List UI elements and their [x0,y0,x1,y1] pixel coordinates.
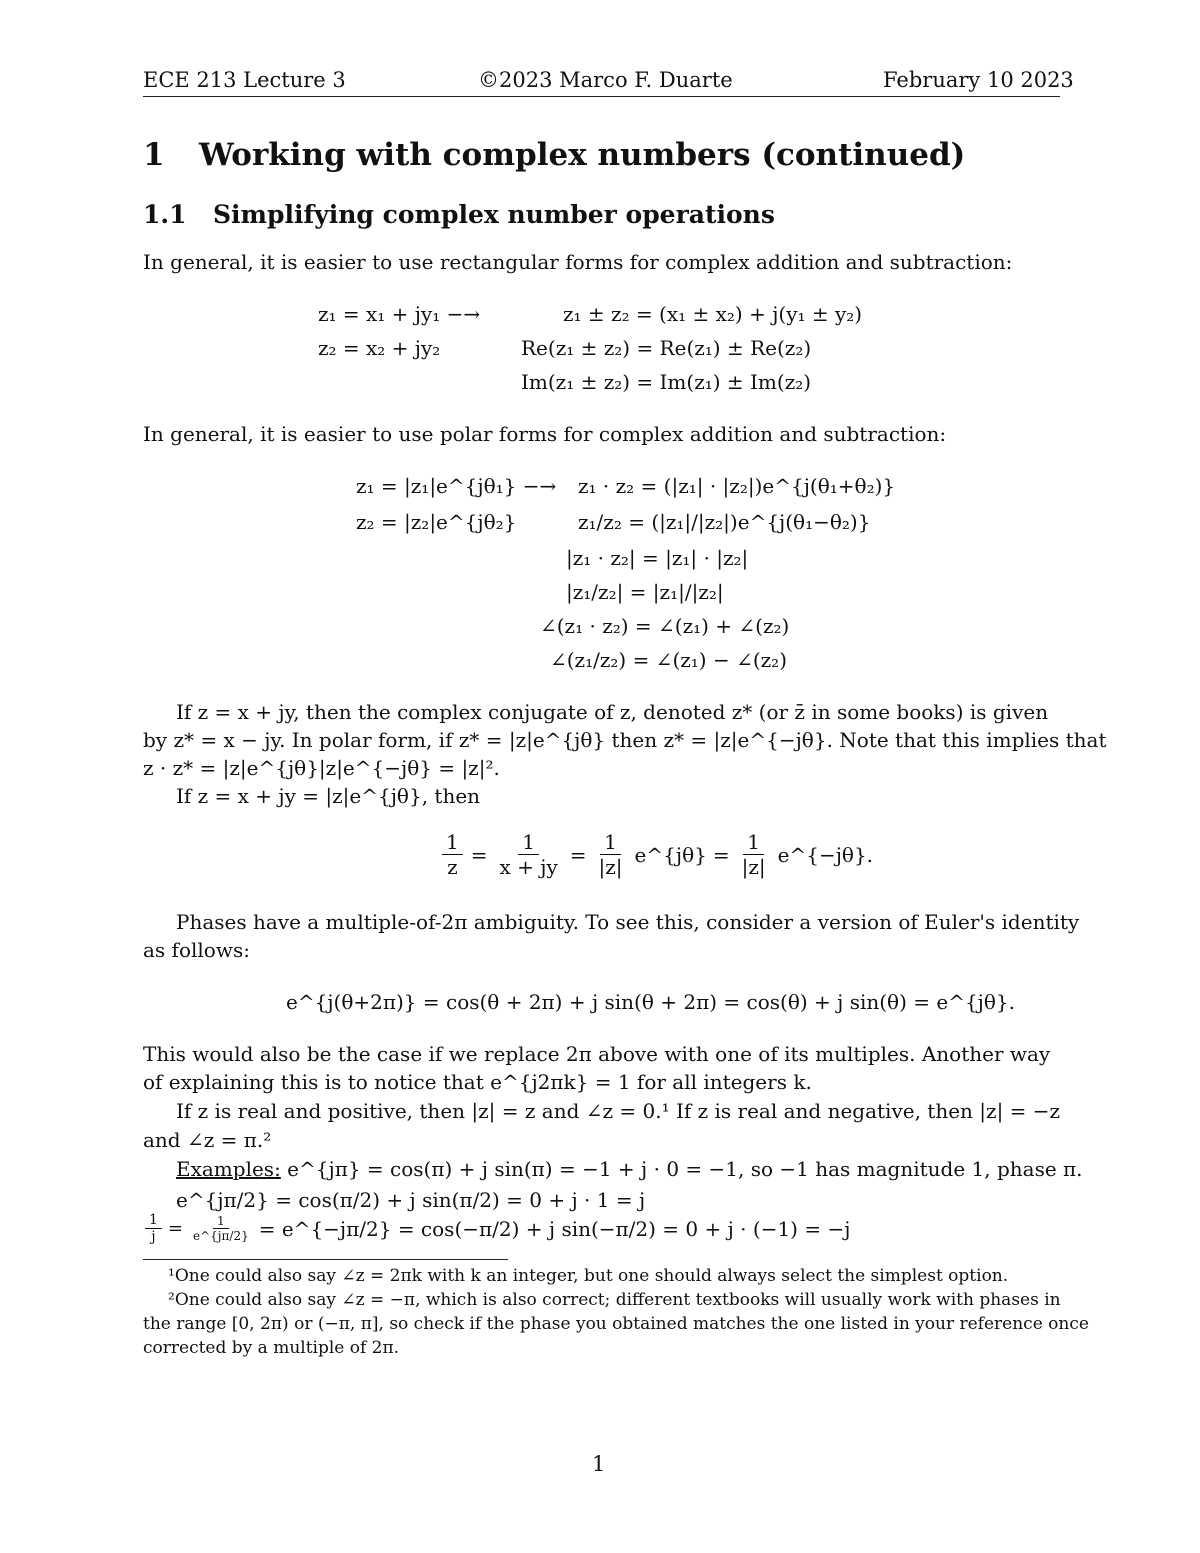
rect-eq-right-2: Re(z₁ ± z₂) = Re(z₁) ± Re(z₂) [521,336,812,360]
numerator: 1 [145,1212,162,1229]
footnote-2-line-3: corrected by a multiple of 2π. [143,1338,400,1358]
examples-line-1 [176,1155,1083,1183]
frac-1-over-absz-2 [738,830,770,879]
subsection-number: 1.1 [143,200,187,229]
mult-line-1: This would also be the case if we replace 2π above with one of its multiples. Another way [143,1042,1051,1066]
section-heading [143,137,965,173]
conj-line-2: by z* = x − jy. In polar form, if z* = |z|e^{jθ} then z* = |z|e^{−jθ}. Note that this implies that [143,728,1107,752]
denominator: j [151,1229,156,1245]
equals: = [167,1217,184,1239]
recip-intro: If z = x + jy = |z|e^{jθ}, then [176,784,481,808]
exp-neg-term: e^{−jθ}. [777,842,874,867]
polar-eq-left-1: z₁ = |z₁|e^{jθ₁} −→ [356,474,557,498]
numerator: 1 [442,830,463,855]
rect-eq-right-1: z₁ ± z₂ = (x₁ ± x₂) + j(y₁ ± y₂) [563,302,863,326]
rect-eq-right-3: Im(z₁ ± z₂) = Im(z₁) ± Im(z₂) [521,370,812,394]
frac-1-over-j [145,1212,162,1245]
polar-eq-right-4: |z₁/z₂| = |z₁|/|z₂| [566,580,724,604]
header-course: ECE 213 Lecture 3 [143,68,346,92]
denominator: e^{jπ/2} [193,1229,249,1243]
polar-eq-right-5: ∠(z₁ · z₂) = ∠(z₁) + ∠(z₂) [540,614,790,638]
header-date: February 10 2023 [883,68,1074,92]
mult-line-2: of explaining this is to notice that e^{j2πk} = 1 for all integers k. [143,1070,812,1094]
polar-eq-right-6: ∠(z₁/z₂) = ∠(z₁) − ∠(z₂) [550,648,787,672]
footnote-2-line-2: the range [0, 2π) or (−π, π], so check if the phase you obtained matches the one listed in your reference once [143,1314,1089,1334]
polar-intro: In general, it is easier to use polar forms for complex addition and subtraction: [143,422,947,446]
equals: = [470,842,488,867]
numerator: 1 [213,1214,229,1229]
conj-line-1: If z = x + jy, then the complex conjugate of z, denoted z* (or z̄ in some books) is given [176,700,1049,724]
euler-equation: e^{j(θ+2π)} = cos(θ + 2π) + j sin(θ + 2π) = cos(θ) + j sin(θ) = e^{jθ}. [286,990,1016,1014]
denominator: x + jy [499,855,558,879]
subsection-heading [143,200,775,229]
page-number: 1 [592,1452,606,1476]
example-1: e^{jπ} = cos(π) + j sin(π) = −1 + j · 0 = −1, so −1 has magnitude 1, phase π. [287,1157,1083,1181]
exp-term: e^{jθ} [634,842,707,867]
rect-eq-left-1: z₁ = x₁ + jy₁ −→ [318,302,481,326]
example-3 [143,1212,850,1245]
denominator: |z| [598,855,623,879]
subsection-title: Simplifying complex number operations [213,200,775,229]
polar-eq-left-2: z₂ = |z₂|e^{jθ₂} [356,510,517,534]
phase-line-2: as follows: [143,938,250,962]
frac-1-over-z [442,830,463,879]
polar-eq-right-1: z₁ · z₂ = (|z₁| · |z₂|)e^{j(θ₁+θ₂)} [578,474,896,498]
numerator: 1 [518,830,539,855]
equals: = [712,842,730,867]
header-rule [143,96,1060,97]
denominator: z [447,855,458,879]
header-copyright: ©2023 Marco F. Duarte [478,68,733,92]
numerator: 1 [600,830,621,855]
footnote-rule [143,1259,508,1260]
section-number: 1 [143,137,165,173]
frac-1-over-ejpi2 [189,1214,253,1243]
footnote-1: ¹One could also say ∠z = 2πk with k an integer, but one should always select the simplest option. [168,1266,1009,1286]
real-line-1: If z is real and positive, then |z| = z and ∠z = 0.¹ If z is real and negative, then |z| = −z [176,1099,1061,1123]
polar-eq-right-2: z₁/z₂ = (|z₁|/|z₂|)e^{j(θ₁−θ₂)} [578,510,871,534]
footnote-2-line-1: ²One could also say ∠z = −π, which is also correct; different textbooks will usually work with phases in [168,1290,1061,1310]
denominator: |z| [741,855,766,879]
rect-eq-left-2: z₂ = x₂ + jy₂ [318,336,441,360]
section-title: Working with complex numbers (continued) [199,137,966,173]
numerator: 1 [743,830,764,855]
example-2: e^{jπ/2} = cos(π/2) + j sin(π/2) = 0 + j · 1 = j [176,1188,646,1212]
frac-1-over-rect [496,830,562,879]
rect-intro: In general, it is easier to use rectangular forms for complex addition and subtraction: [143,250,1013,274]
real-line-2: and ∠z = π.² [143,1128,272,1152]
phase-line-1: Phases have a multiple-of-2π ambiguity. To see this, consider a version of Euler's identity [176,910,1080,934]
polar-eq-right-3: |z₁ · z₂| = |z₁| · |z₂| [566,546,749,570]
frac-1-over-absz [595,830,627,879]
equals: = [569,842,587,867]
conj-line-3: z · z* = |z|e^{jθ}|z|e^{−jθ} = |z|². [143,756,500,780]
examples-label: Examples: [176,1157,281,1181]
recip-equation [440,830,873,879]
example-3-text: = e^{−jπ/2} = cos(−π/2) + j sin(−π/2) = 0 + j · (−1) = −j [258,1216,851,1241]
